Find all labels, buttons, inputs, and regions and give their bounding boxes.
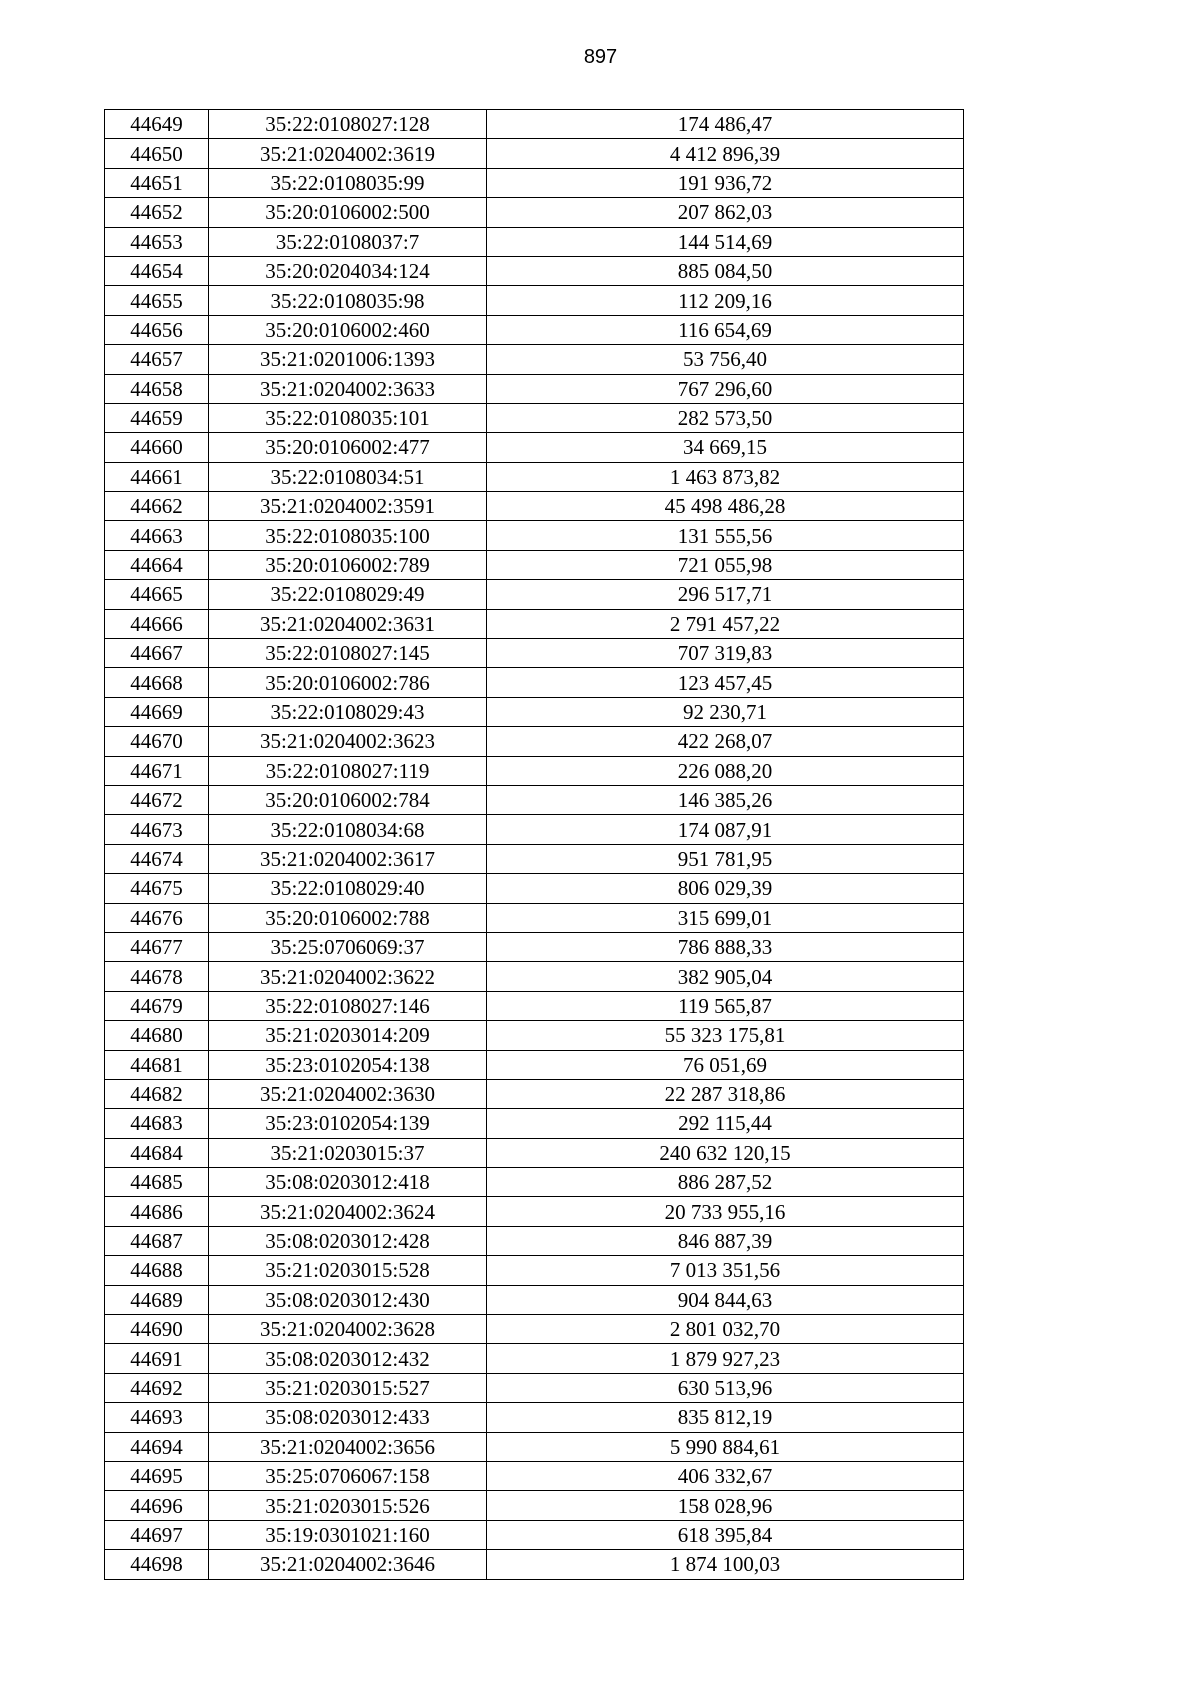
cadastral-number-cell: 35:22:0108037:7 <box>209 227 487 256</box>
cadastral-value-cell: 5 990 884,61 <box>487 1432 964 1461</box>
row-number-cell: 44676 <box>105 903 209 932</box>
cadastral-number-cell: 35:22:0108035:100 <box>209 521 487 550</box>
cadastral-number-cell: 35:21:0204002:3656 <box>209 1432 487 1461</box>
row-number-cell: 44667 <box>105 639 209 668</box>
table-row <box>105 962 964 991</box>
table-row <box>105 1432 964 1461</box>
table-row <box>105 1403 964 1432</box>
cadastral-value-cell: 7 013 351,56 <box>487 1256 964 1285</box>
table-row <box>105 844 964 873</box>
cadastral-value-cell: 2 791 457,22 <box>487 609 964 638</box>
cadastral-number-cell: 35:21:0204002:3631 <box>209 609 487 638</box>
table-row <box>105 815 964 844</box>
table-row <box>105 462 964 491</box>
row-number-cell: 44654 <box>105 256 209 285</box>
cadastral-number-cell: 35:21:0203015:526 <box>209 1491 487 1520</box>
table-row <box>105 1226 964 1255</box>
table-row <box>105 874 964 903</box>
cadastral-number-cell: 35:21:0204002:3622 <box>209 962 487 991</box>
cadastral-value-cell: 707 319,83 <box>487 639 964 668</box>
cadastral-value-cell: 45 498 486,28 <box>487 492 964 521</box>
row-number-cell: 44687 <box>105 1226 209 1255</box>
table-row <box>105 286 964 315</box>
row-number-cell: 44656 <box>105 315 209 344</box>
cadastral-number-cell: 35:20:0106002:500 <box>209 198 487 227</box>
cadastral-number-cell: 35:22:0108034:68 <box>209 815 487 844</box>
row-number-cell: 44655 <box>105 286 209 315</box>
cadastral-number-cell: 35:21:0204002:3630 <box>209 1079 487 1108</box>
cadastral-value-cell: 207 862,03 <box>487 198 964 227</box>
cadastral-value-cell: 226 088,20 <box>487 756 964 785</box>
cadastral-number-cell: 35:23:0102054:138 <box>209 1050 487 1079</box>
table-row <box>105 1138 964 1167</box>
cadastral-value-cell: 382 905,04 <box>487 962 964 991</box>
cadastral-value-cell: 144 514,69 <box>487 227 964 256</box>
row-number-cell: 44683 <box>105 1109 209 1138</box>
cadastral-value-cell: 1 463 873,82 <box>487 462 964 491</box>
cadastral-number-cell: 35:08:0203012:432 <box>209 1344 487 1373</box>
cadastral-value-cell: 123 457,45 <box>487 668 964 697</box>
row-number-cell: 44652 <box>105 198 209 227</box>
cadastral-number-cell: 35:22:0108035:99 <box>209 168 487 197</box>
cadastral-number-cell: 35:21:0203015:527 <box>209 1373 487 1402</box>
row-number-cell: 44650 <box>105 139 209 168</box>
table-row <box>105 256 964 285</box>
cadastral-number-cell: 35:21:0204002:3624 <box>209 1197 487 1226</box>
row-number-cell: 44653 <box>105 227 209 256</box>
row-number-cell: 44688 <box>105 1256 209 1285</box>
cadastral-value-cell: 951 781,95 <box>487 844 964 873</box>
cadastral-value-cell: 53 756,40 <box>487 345 964 374</box>
cadastral-value-cell: 1 879 927,23 <box>487 1344 964 1373</box>
table-row <box>105 550 964 579</box>
table-row <box>105 1491 964 1520</box>
cadastral-value-cell: 721 055,98 <box>487 550 964 579</box>
cadastral-number-cell: 35:22:0108027:145 <box>209 639 487 668</box>
cadastral-value-cell: 4 412 896,39 <box>487 139 964 168</box>
table-row <box>105 668 964 697</box>
table-row <box>105 403 964 432</box>
cadastral-value-cell: 315 699,01 <box>487 903 964 932</box>
table-row <box>105 1373 964 1402</box>
cadastral-value-cell: 282 573,50 <box>487 403 964 432</box>
cadastral-number-cell: 35:20:0106002:784 <box>209 785 487 814</box>
cadastral-number-cell: 35:22:0108034:51 <box>209 462 487 491</box>
cadastral-number-cell: 35:25:0706067:158 <box>209 1461 487 1490</box>
cadastral-number-cell: 35:08:0203012:433 <box>209 1403 487 1432</box>
table-row <box>105 1285 964 1314</box>
cadastral-number-cell: 35:21:0203014:209 <box>209 1021 487 1050</box>
cadastral-value-cell: 240 632 120,15 <box>487 1138 964 1167</box>
row-number-cell: 44671 <box>105 756 209 785</box>
table-row <box>105 903 964 932</box>
row-number-cell: 44698 <box>105 1550 209 1579</box>
table-row <box>105 932 964 961</box>
row-number-cell: 44689 <box>105 1285 209 1314</box>
cadastral-number-cell: 35:20:0106002:460 <box>209 315 487 344</box>
table-row <box>105 639 964 668</box>
cadastral-number-cell: 35:25:0706069:37 <box>209 932 487 961</box>
cadastral-number-cell: 35:21:0204002:3633 <box>209 374 487 403</box>
table-row <box>105 198 964 227</box>
row-number-cell: 44686 <box>105 1197 209 1226</box>
cadastral-value-cell: 146 385,26 <box>487 785 964 814</box>
cadastral-value-cell: 846 887,39 <box>487 1226 964 1255</box>
cadastral-number-cell: 35:22:0108035:98 <box>209 286 487 315</box>
cadastral-value-cell: 786 888,33 <box>487 932 964 961</box>
cadastral-value-cell: 22 287 318,86 <box>487 1079 964 1108</box>
table-row <box>105 1050 964 1079</box>
cadastral-value-cell: 119 565,87 <box>487 991 964 1020</box>
row-number-cell: 44673 <box>105 815 209 844</box>
cadastral-value-cell: 886 287,52 <box>487 1168 964 1197</box>
row-number-cell: 44661 <box>105 462 209 491</box>
row-number-cell: 44680 <box>105 1021 209 1050</box>
row-number-cell: 44682 <box>105 1079 209 1108</box>
row-number-cell: 44694 <box>105 1432 209 1461</box>
cadastral-number-cell: 35:22:0108027:146 <box>209 991 487 1020</box>
cadastral-value-cell: 131 555,56 <box>487 521 964 550</box>
cadastral-value-cell: 116 654,69 <box>487 315 964 344</box>
cadastral-number-cell: 35:21:0201006:1393 <box>209 345 487 374</box>
cadastral-number-cell: 35:21:0203015:528 <box>209 1256 487 1285</box>
table-row <box>105 168 964 197</box>
cadastral-number-cell: 35:20:0106002:477 <box>209 433 487 462</box>
cadastral-number-cell: 35:21:0203015:37 <box>209 1138 487 1167</box>
row-number-cell: 44684 <box>105 1138 209 1167</box>
row-number-cell: 44697 <box>105 1520 209 1549</box>
cadastral-value-cell: 92 230,71 <box>487 697 964 726</box>
row-number-cell: 44678 <box>105 962 209 991</box>
table-row <box>105 1344 964 1373</box>
cadastral-value-cell: 885 084,50 <box>487 256 964 285</box>
row-number-cell: 44674 <box>105 844 209 873</box>
table-row <box>105 139 964 168</box>
cadastral-value-cell: 174 486,47 <box>487 110 964 139</box>
cadastral-number-cell: 35:21:0204002:3619 <box>209 139 487 168</box>
cadastral-number-cell: 35:20:0106002:786 <box>209 668 487 697</box>
row-number-cell: 44651 <box>105 168 209 197</box>
cadastral-value-cell: 76 051,69 <box>487 1050 964 1079</box>
table-row <box>105 227 964 256</box>
table-row <box>105 1079 964 1108</box>
cadastral-value-table <box>104 109 964 1580</box>
row-number-cell: 44659 <box>105 403 209 432</box>
table-row <box>105 991 964 1020</box>
cadastral-number-cell: 35:21:0204002:3617 <box>209 844 487 873</box>
row-number-cell: 44665 <box>105 580 209 609</box>
table-row <box>105 756 964 785</box>
cadastral-number-cell: 35:21:0204002:3623 <box>209 727 487 756</box>
cadastral-number-cell: 35:19:0301021:160 <box>209 1520 487 1549</box>
table-row <box>105 1109 964 1138</box>
table-row <box>105 785 964 814</box>
row-number-cell: 44695 <box>105 1461 209 1490</box>
cadastral-value-cell: 406 332,67 <box>487 1461 964 1490</box>
cadastral-number-cell: 35:21:0204002:3646 <box>209 1550 487 1579</box>
cadastral-value-cell: 292 115,44 <box>487 1109 964 1138</box>
cadastral-number-cell: 35:22:0108035:101 <box>209 403 487 432</box>
cadastral-number-cell: 35:21:0204002:3628 <box>209 1315 487 1344</box>
row-number-cell: 44692 <box>105 1373 209 1402</box>
cadastral-number-cell: 35:20:0106002:789 <box>209 550 487 579</box>
row-number-cell: 44669 <box>105 697 209 726</box>
cadastral-value-cell: 422 268,07 <box>487 727 964 756</box>
cadastral-value-cell: 2 801 032,70 <box>487 1315 964 1344</box>
cadastral-value-cell: 20 733 955,16 <box>487 1197 964 1226</box>
table-row <box>105 1256 964 1285</box>
cadastral-number-cell: 35:20:0106002:788 <box>209 903 487 932</box>
table-row <box>105 492 964 521</box>
row-number-cell: 44666 <box>105 609 209 638</box>
row-number-cell: 44657 <box>105 345 209 374</box>
cadastral-value-cell: 904 844,63 <box>487 1285 964 1314</box>
row-number-cell: 44668 <box>105 668 209 697</box>
table-row <box>105 374 964 403</box>
row-number-cell: 44696 <box>105 1491 209 1520</box>
table-row <box>105 1315 964 1344</box>
row-number-cell: 44672 <box>105 785 209 814</box>
row-number-cell: 44679 <box>105 991 209 1020</box>
table-row <box>105 521 964 550</box>
table-row <box>105 315 964 344</box>
cadastral-value-cell: 630 513,96 <box>487 1373 964 1402</box>
cadastral-value-cell: 835 812,19 <box>487 1403 964 1432</box>
table-row <box>105 1197 964 1226</box>
cadastral-number-cell: 35:20:0204034:124 <box>209 256 487 285</box>
row-number-cell: 44691 <box>105 1344 209 1373</box>
table-row <box>105 609 964 638</box>
row-number-cell: 44693 <box>105 1403 209 1432</box>
cadastral-number-cell: 35:08:0203012:428 <box>209 1226 487 1255</box>
row-number-cell: 44663 <box>105 521 209 550</box>
row-number-cell: 44658 <box>105 374 209 403</box>
row-number-cell: 44685 <box>105 1168 209 1197</box>
cadastral-value-cell: 296 517,71 <box>487 580 964 609</box>
cadastral-number-cell: 35:21:0204002:3591 <box>209 492 487 521</box>
row-number-cell: 44670 <box>105 727 209 756</box>
table-row <box>105 110 964 139</box>
cadastral-value-cell: 767 296,60 <box>487 374 964 403</box>
table-row <box>105 433 964 462</box>
row-number-cell: 44649 <box>105 110 209 139</box>
table-row <box>105 1461 964 1490</box>
cadastral-number-cell: 35:23:0102054:139 <box>209 1109 487 1138</box>
cadastral-value-cell: 34 669,15 <box>487 433 964 462</box>
cadastral-number-cell: 35:22:0108029:49 <box>209 580 487 609</box>
page-number: 897 <box>583 46 618 68</box>
table-row <box>105 1520 964 1549</box>
row-number-cell: 44681 <box>105 1050 209 1079</box>
row-number-cell: 44690 <box>105 1315 209 1344</box>
row-number-cell: 44660 <box>105 433 209 462</box>
cadastral-number-cell: 35:22:0108029:40 <box>209 874 487 903</box>
cadastral-number-cell: 35:08:0203012:430 <box>209 1285 487 1314</box>
row-number-cell: 44664 <box>105 550 209 579</box>
cadastral-number-cell: 35:22:0108027:119 <box>209 756 487 785</box>
table-row <box>105 345 964 374</box>
cadastral-value-cell: 1 874 100,03 <box>487 1550 964 1579</box>
cadastral-value-cell: 55 323 175,81 <box>487 1021 964 1050</box>
cadastral-value-cell: 112 209,16 <box>487 286 964 315</box>
table-row <box>105 697 964 726</box>
cadastral-value-cell: 191 936,72 <box>487 168 964 197</box>
cadastral-value-cell: 618 395,84 <box>487 1520 964 1549</box>
row-number-cell: 44662 <box>105 492 209 521</box>
cadastral-value-cell: 806 029,39 <box>487 874 964 903</box>
cadastral-value-cell: 174 087,91 <box>487 815 964 844</box>
cadastral-number-cell: 35:22:0108029:43 <box>209 697 487 726</box>
cadastral-number-cell: 35:22:0108027:128 <box>209 110 487 139</box>
table-row <box>105 727 964 756</box>
table-row <box>105 1168 964 1197</box>
row-number-cell: 44675 <box>105 874 209 903</box>
table-row <box>105 580 964 609</box>
cadastral-number-cell: 35:08:0203012:418 <box>209 1168 487 1197</box>
table-row <box>105 1021 964 1050</box>
row-number-cell: 44677 <box>105 932 209 961</box>
table-body <box>105 110 964 1580</box>
table-row <box>105 1550 964 1579</box>
cadastral-value-cell: 158 028,96 <box>487 1491 964 1520</box>
